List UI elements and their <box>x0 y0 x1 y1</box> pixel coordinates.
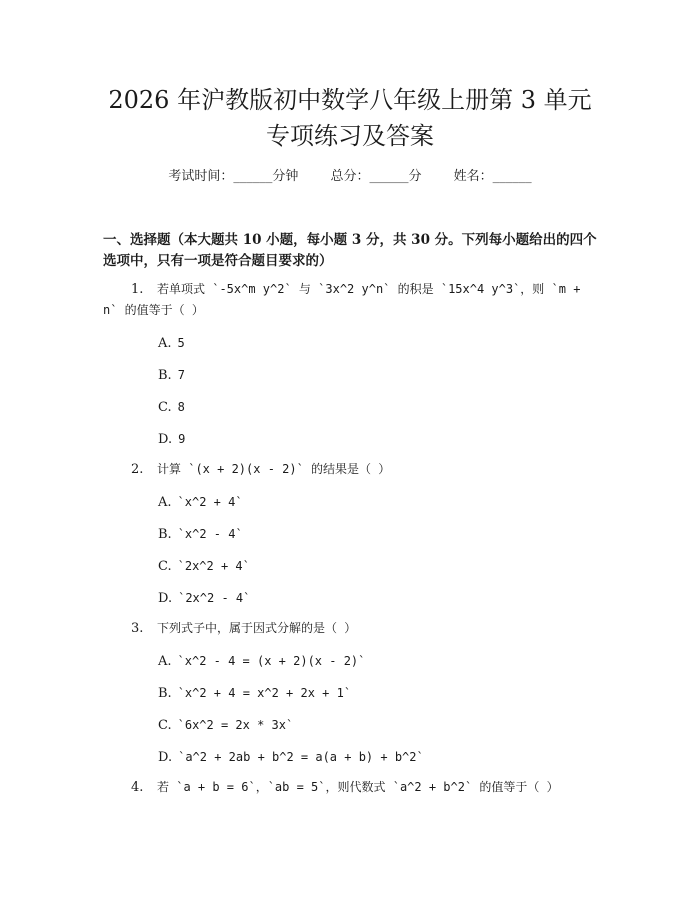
student-name: 姓名：______ <box>453 169 532 184</box>
option-text: `x^2 + 4 = x^2 + 2x + 1` <box>177 686 352 700</box>
option-letter: B. <box>158 686 172 701</box>
title-line-1: 2026 年沪教版初中数学八年级上册第 3 单元 <box>108 86 592 114</box>
option-letter: C. <box>158 400 172 415</box>
option-letter: B. <box>158 368 172 383</box>
title-line-2: 专项练习及答案 <box>266 122 434 150</box>
option-letter: D. <box>158 432 173 447</box>
option-text: 7 <box>177 368 185 382</box>
option-2c <box>158 557 250 576</box>
option-3c <box>158 716 293 735</box>
option-text: `6x^2 = 2x * 3x` <box>177 718 294 732</box>
option-text: 5 <box>177 336 185 350</box>
exam-time: 考试时间：______分钟 <box>168 169 299 184</box>
option-1b <box>158 366 185 385</box>
option-letter: A. <box>158 495 172 510</box>
option-2b <box>158 525 243 544</box>
option-letter: B. <box>158 527 172 542</box>
option-1d <box>158 430 185 449</box>
option-text: `2x^2 - 4` <box>178 591 251 605</box>
option-letter: D. <box>158 591 173 606</box>
question-text: 计算 `(x + 2)(x - 2)` 的结果是（ ） <box>157 462 391 476</box>
question-number: 4. <box>131 780 144 795</box>
option-3d <box>158 748 424 767</box>
question-1 <box>103 279 600 321</box>
total-score: 总分：______分 <box>330 169 422 184</box>
question-2 <box>103 459 600 480</box>
option-letter: D. <box>158 750 173 765</box>
option-text: 9 <box>178 432 186 446</box>
option-text: `x^2 - 4` <box>177 527 243 541</box>
question-number: 3. <box>131 621 144 636</box>
option-text: `x^2 + 4` <box>177 495 243 509</box>
question-text: 若 `a + b = 6`，`ab = 5`，则代数式 `a^2 + b^2` 的值等于（ ） <box>157 780 559 794</box>
option-letter: A. <box>158 654 172 669</box>
exam-info <box>0 168 700 186</box>
option-letter: C. <box>158 718 172 733</box>
question-3 <box>103 618 600 639</box>
question-text: 若单项式 `-5x^m y^2` 与 `3x^2 y^n` 的积是 `15x^4 y^3`，则 `m + n` 的值等于（ ） <box>103 282 581 317</box>
option-letter: C. <box>158 559 172 574</box>
question-number: 2. <box>131 462 144 477</box>
option-text: `2x^2 + 4` <box>177 559 250 573</box>
document-title <box>0 82 700 154</box>
option-2d <box>158 589 250 608</box>
option-text: 8 <box>177 400 185 414</box>
option-1c <box>158 398 185 417</box>
option-2a <box>158 493 243 512</box>
option-3a <box>158 652 365 671</box>
question-text: 下列式子中，属于因式分解的是（ ） <box>157 621 357 635</box>
section-heading: 一、选择题（本大题共 10 小题，每小题 3 分，共 30 分。下列每小题给出的四个选项中，只有一项是符合题目要求的） <box>103 232 597 269</box>
option-letter: A. <box>158 336 172 351</box>
question-number: 1. <box>131 282 144 297</box>
option-1a <box>158 334 185 353</box>
question-4 <box>103 777 600 798</box>
option-text: `a^2 + 2ab + b^2 = a(a + b) + b^2` <box>178 750 424 764</box>
option-text: `x^2 - 4 = (x + 2)(x - 2)` <box>177 654 366 668</box>
option-3b <box>158 684 351 703</box>
